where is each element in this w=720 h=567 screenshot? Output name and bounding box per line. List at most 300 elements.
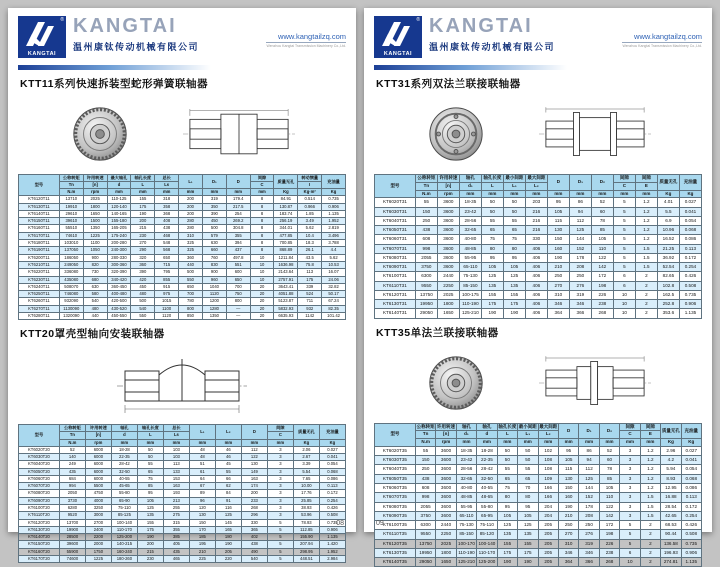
value-cell: 125 [497, 521, 517, 530]
value-cell: 91 [215, 497, 241, 504]
value-cell: 0.254 [679, 263, 701, 272]
column-header: C [620, 431, 640, 439]
value-cell: 166 [538, 493, 558, 502]
model-cell: KT6090T20 [19, 497, 60, 504]
catalog-page-right [364, 8, 712, 565]
value-cell: 915 [155, 283, 179, 290]
company-name: 温州康钛传动机械有限公司 [73, 42, 200, 52]
value-cell: 3 [267, 483, 293, 490]
value-cell: 0.906 [322, 203, 346, 210]
value-cell: 402 [241, 534, 267, 541]
value-cell: 204 [538, 502, 558, 511]
value-cell: 29050 [415, 309, 437, 318]
value-cell: 230 [137, 556, 163, 563]
value-cell: 142 [591, 263, 613, 272]
value-cell: 420 [131, 276, 155, 283]
value-cell: 4.4 [322, 247, 346, 254]
value-cell: 95 [547, 198, 569, 207]
value-cell: 360 [179, 254, 203, 261]
value-cell: 3 [620, 511, 640, 520]
value-cell: 0.426 [679, 272, 701, 281]
column-header: Kg [322, 189, 346, 196]
table-row [375, 521, 702, 530]
column-header: 总长 [163, 425, 189, 432]
value-cell: 8 [250, 196, 274, 203]
value-cell: 0.027 [681, 446, 701, 455]
column-header: 总长 [155, 175, 179, 182]
value-cell: 440 [83, 313, 107, 320]
value-cell: 50 [497, 446, 517, 455]
figures-ktt35 [374, 343, 702, 423]
value-cell: 9550 [415, 530, 435, 539]
value-cell: 420-500 [107, 298, 131, 305]
column-header: 轴孔 [111, 425, 137, 432]
value-cell: 213 [163, 497, 189, 504]
value-cell: 200 [179, 203, 203, 210]
column-header: mm [477, 439, 497, 447]
value-cell: 5 [613, 253, 635, 262]
value-cell: 2 [640, 548, 660, 557]
value-cell: 5 [620, 539, 640, 548]
value-cell: 998 [415, 244, 437, 253]
ktt31-spec-table [374, 174, 702, 319]
model-cell: KT6110T20 [19, 512, 60, 519]
value-cell: 800 [226, 298, 250, 305]
value-cell: 18.3 [298, 240, 322, 247]
value-cell: 2 [635, 300, 657, 309]
value-cell: 204 [538, 511, 558, 520]
value-cell: 2055 [415, 253, 437, 262]
value-cell: 0.086 [681, 484, 701, 493]
value-cell: 346 [558, 548, 578, 557]
value-cell: 230 [131, 232, 155, 239]
value-cell: 50 [503, 207, 525, 216]
table-row [19, 232, 346, 239]
value-cell: 94 [569, 207, 591, 216]
kangtai-logo [374, 16, 422, 58]
value-cell: 2250 [437, 281, 459, 290]
column-header: 间隙 [635, 175, 657, 183]
logo-wordmark: KANGTAI [383, 51, 413, 57]
value-cell: 18-35 [459, 198, 481, 207]
value-cell: 75-130 [459, 272, 481, 281]
value-cell: 40-55 [477, 484, 497, 493]
value-cell: 1211.84 [274, 254, 298, 261]
value-cell: 50 [137, 446, 163, 453]
website-subtext: Wenzhou Kangtai Transmission Machinery Co.,Ltd. [266, 44, 346, 48]
page-header [374, 16, 702, 62]
value-cell: 150 [415, 207, 437, 216]
value-cell: 163 [163, 483, 189, 490]
table-row [375, 216, 702, 225]
value-cell: 198 [599, 530, 619, 539]
value-cell: 74600 [59, 556, 85, 563]
value-cell: 4000 [85, 497, 111, 504]
table-row [19, 497, 346, 504]
value-cell: 110-190 [459, 300, 481, 309]
value-cell: 178 [579, 502, 599, 511]
column-header: rpm [437, 190, 459, 198]
value-cell: 20 [250, 298, 274, 305]
value-cell: 600 [226, 269, 250, 276]
value-cell: 1.5 [635, 263, 657, 272]
column-header: Kg [319, 439, 345, 446]
value-cell: 102 [538, 446, 558, 455]
value-cell: 220 [215, 556, 241, 563]
value-cell: 42.65 [661, 511, 681, 520]
section-title-ktt31: KTT31系列双法兰联接联轴器 [376, 78, 521, 90]
value-cell: 550 [131, 313, 155, 320]
table-row [19, 504, 346, 511]
value-cell: 249050 [59, 261, 83, 268]
value-cell: 3 [267, 446, 293, 453]
value-cell: 630 [83, 283, 107, 290]
value-cell: 200-280 [107, 240, 131, 247]
value-cell: 2.96 [661, 446, 681, 455]
value-cell: 55 [481, 216, 503, 225]
value-cell: 440 [179, 261, 203, 268]
header-divider-band [374, 65, 577, 70]
value-cell: 52 [59, 446, 85, 453]
value-cell: 551 [226, 261, 250, 268]
value-cell: 4.2 [661, 456, 681, 465]
value-cell: 55 [137, 461, 163, 468]
column-header: 型号 [375, 175, 416, 198]
value-cell: 684 [59, 475, 85, 482]
column-header: I [298, 182, 322, 189]
value-cell: 435080 [59, 276, 83, 283]
value-cell: 125-200 [477, 558, 497, 567]
column-header: 公称转矩 [59, 425, 85, 432]
value-cell: 450 [131, 283, 155, 290]
value-cell: 579 [202, 232, 226, 239]
table-row [19, 468, 346, 475]
value-cell: 7.65 [293, 475, 319, 482]
value-cell: 50 [481, 207, 503, 216]
table-row [375, 263, 702, 272]
value-cell: 238 [591, 300, 613, 309]
value-cell: 960 [202, 276, 226, 283]
table-row [375, 511, 702, 520]
value-cell: 52.54 [657, 263, 679, 272]
value-cell: 800 [179, 305, 203, 312]
model-cell: KT6080T20 [19, 490, 60, 497]
value-cell: 65-110 [459, 263, 481, 272]
value-cell: 216 [525, 226, 547, 235]
model-cell: KT6020T35 [375, 446, 416, 455]
value-cell: 2025 [83, 196, 107, 203]
value-cell: 3600 [437, 263, 459, 272]
value-cell: 1200 [202, 298, 226, 305]
value-cell: 508070 [59, 283, 83, 290]
value-cell: 8 [250, 247, 274, 254]
value-cell: 280 [179, 225, 203, 232]
value-cell: 125 [481, 272, 503, 281]
value-cell: — [226, 305, 250, 312]
value-cell: 110-170 [477, 548, 497, 557]
value-cell: 23-42 [459, 207, 481, 216]
column-header: C [250, 182, 274, 189]
value-cell: 276 [579, 530, 599, 539]
value-cell: 45-65 [111, 483, 137, 490]
model-cell: KT6020T31 [375, 198, 416, 207]
model-cell: KT6030T20 [19, 453, 60, 460]
value-cell: 135 [497, 530, 517, 539]
column-header: mm [481, 190, 503, 198]
value-cell: 280-330 [107, 254, 131, 261]
value-cell: 0.906 [679, 300, 701, 309]
page-number-left: 08 [336, 520, 344, 527]
column-header: D₁ [569, 175, 591, 191]
value-cell: 406 [525, 290, 547, 299]
column-header: Kg [293, 439, 319, 446]
value-cell: 1050 [83, 247, 107, 254]
website-url: www.kangtailzq.com [266, 32, 346, 43]
value-cell: 435 [163, 548, 189, 555]
value-cell: 1500 [83, 218, 107, 225]
value-cell: 3 [267, 512, 293, 519]
value-cell: 3 [620, 446, 640, 455]
value-cell: 820 [83, 261, 107, 268]
column-header: L₁ [189, 425, 215, 439]
column-header: mm [131, 189, 155, 196]
column-header: mm [569, 190, 591, 198]
value-cell: 2400 [85, 526, 111, 533]
table-row [375, 226, 702, 235]
value-cell: 67 [189, 483, 215, 490]
value-cell: 868.89 [274, 247, 298, 254]
table-row [375, 207, 702, 216]
value-cell: 3600 [437, 198, 459, 207]
value-cell: 2.67 [293, 453, 319, 460]
value-cell: 0.086 [679, 235, 701, 244]
value-cell: 78.93 [293, 519, 319, 526]
value-cell: 137050 [59, 247, 83, 254]
value-cell: 730 [83, 269, 107, 276]
value-cell: 80 [497, 493, 517, 502]
value-cell: 86 [569, 198, 591, 207]
value-cell: 110-125 [107, 196, 131, 203]
value-cell: 205 [538, 530, 558, 539]
kangtai-logo [18, 16, 66, 58]
value-cell: 6000 [85, 446, 111, 453]
value-cell: 438 [241, 541, 267, 548]
value-cell: 300-360 [107, 261, 131, 268]
value-cell: 160 [547, 244, 569, 253]
value-cell: 320-390 [107, 269, 131, 276]
value-cell: 20 [250, 283, 274, 290]
value-cell: 185 [189, 534, 215, 541]
table-row [19, 203, 346, 210]
column-header: 最大间距 [538, 423, 558, 431]
value-cell: 12.95 [661, 484, 681, 493]
value-cell: 55510 [59, 225, 83, 232]
column-header: mm [640, 439, 660, 447]
value-cell: 38.93 [293, 504, 319, 511]
value-cell: 175 [503, 300, 525, 309]
model-cell: KT6240T11 [19, 283, 60, 290]
header-divider-band [18, 65, 221, 70]
value-cell: 65-95 [477, 511, 497, 520]
value-cell: 346 [569, 300, 591, 309]
value-cell: 355 [163, 526, 189, 533]
value-cell: 55900 [59, 548, 85, 555]
value-cell: 85 [137, 483, 163, 490]
value-cell: 61 [189, 468, 215, 475]
column-header: [n] [83, 182, 107, 189]
value-cell: 75 [497, 484, 517, 493]
value-cell: 5 [267, 526, 293, 533]
table-row [19, 556, 346, 563]
value-cell: 112.85 [293, 526, 319, 533]
brand-text-block [73, 16, 199, 53]
value-cell: 28500 [59, 534, 85, 541]
value-cell: 437 [226, 247, 250, 254]
value-cell: 125 [518, 521, 538, 530]
value-cell: 3 [267, 504, 293, 511]
value-cell: 3600 [436, 502, 456, 511]
value-cell: 3 [620, 502, 640, 511]
value-cell: 175 [298, 276, 322, 283]
value-cell: 3750 [415, 511, 435, 520]
model-cell: KT6280T11 [19, 313, 60, 320]
column-header: Kg [681, 439, 701, 447]
value-cell: 180-260 [111, 556, 137, 563]
value-cell: 28-42 [477, 465, 497, 474]
column-header: 间隙 [640, 423, 660, 431]
value-cell: 48 [189, 446, 215, 453]
brand-name: KANGTAI [429, 15, 533, 37]
value-cell: 1650 [437, 309, 459, 318]
table-row [375, 281, 702, 290]
value-cell: 3643.41 [274, 283, 298, 290]
value-cell: 55-80 [111, 490, 137, 497]
table-row [19, 247, 346, 254]
column-header: rpm [85, 439, 111, 446]
column-header: mm [456, 439, 476, 447]
value-cell: 28.54 [661, 502, 681, 511]
section-title-ktt11: KTT11系列快速拆装型蛇形弹簧联轴器 [20, 78, 209, 90]
value-cell: 1.2 [635, 216, 657, 225]
value-cell: 350 [202, 203, 226, 210]
value-cell: 1100 [83, 240, 107, 247]
brand-text-block [429, 16, 555, 53]
figures-ktt20 [18, 344, 346, 424]
value-cell: 406 [525, 272, 547, 281]
value-cell: 10 [250, 261, 274, 268]
value-cell: 6000 [85, 475, 111, 482]
value-cell: 270 [547, 281, 569, 290]
column-header: 质量无孔 [661, 423, 681, 439]
value-cell: 500 [131, 298, 155, 305]
section-title-ktt20: KTT20罩壳型轴向安装联轴器 [20, 328, 165, 341]
value-cell: 60 [599, 456, 619, 465]
value-cell: 115 [558, 465, 578, 474]
table-row [19, 254, 346, 261]
value-cell: 140 [59, 453, 85, 460]
technical-drawing-ktt35 [539, 354, 651, 412]
value-cell: 105 [599, 484, 619, 493]
value-cell: 1.135 [679, 309, 701, 318]
value-cell: 95 [518, 502, 538, 511]
value-cell: 5.62 [298, 225, 322, 232]
value-cell: 100-170 [456, 539, 476, 548]
value-cell: 22-35 [111, 453, 137, 460]
value-cell: 274.81 [661, 558, 681, 567]
value-cell: 190 [547, 253, 569, 262]
model-cell: KT6130T31 [375, 300, 416, 309]
value-cell: 68.53 [661, 521, 681, 530]
value-cell: 3 [620, 474, 640, 483]
value-cell: 135 [503, 281, 525, 290]
value-cell: 190 [131, 210, 155, 217]
value-cell: 3600 [436, 493, 456, 502]
value-cell: 270 [558, 530, 578, 539]
column-header: d [107, 182, 131, 189]
value-cell: 6 [620, 548, 640, 557]
table-row [19, 446, 346, 453]
value-cell: 5 [620, 521, 640, 530]
column-header: mm [137, 439, 163, 446]
table-row [19, 461, 346, 468]
value-cell: 120-140 [107, 203, 131, 210]
value-cell: 1.5 [635, 244, 657, 253]
value-cell: 1350 [83, 225, 107, 232]
value-cell: 24.06 [322, 276, 346, 283]
value-cell: 2200 [85, 534, 111, 541]
value-cell: 28-42 [111, 461, 137, 468]
column-header: 充油量 [319, 425, 345, 439]
column-header: 轴孔长度 [137, 425, 163, 432]
value-cell: 5 [613, 226, 635, 235]
value-cell: 1800 [437, 300, 459, 309]
column-header: 公称转矩 [415, 423, 435, 431]
value-cell: 193 [163, 490, 189, 497]
model-cell: KT6040T31 [375, 216, 416, 225]
value-cell: 64 [189, 475, 215, 482]
value-cell: 1.2 [640, 446, 660, 455]
value-cell: 86 [579, 446, 599, 455]
table-row [375, 493, 702, 502]
value-cell: 101.42 [322, 313, 346, 320]
value-cell: 2000 [85, 541, 111, 548]
value-cell: 84.91 [274, 196, 298, 203]
value-cell: 1.135 [681, 558, 701, 567]
value-cell: 2050 [59, 490, 85, 497]
value-cell: 0.041 [319, 453, 345, 460]
column-header: 许用转速 [85, 425, 111, 432]
model-cell: KT6020T20 [19, 446, 60, 453]
value-cell: 0.172 [681, 502, 701, 511]
value-cell: 3600 [437, 253, 459, 262]
value-cell: 360-450 [107, 283, 131, 290]
column-header: mm [163, 439, 189, 446]
value-cell: 540 [131, 305, 155, 312]
column-header: 间隙 [267, 425, 293, 432]
value-cell: 0.054 [319, 461, 345, 468]
column-header: d [111, 432, 137, 439]
column-header: Ls [155, 182, 179, 189]
value-cell: 85-150 [456, 530, 476, 539]
column-header: C [267, 432, 293, 439]
value-cell: 175 [497, 548, 517, 557]
column-header: mm [497, 439, 517, 447]
column-header: 型号 [19, 425, 60, 446]
catalog-page-left [8, 8, 356, 562]
model-cell: KT6100T31 [375, 272, 416, 281]
model-cell: KT6060T20 [19, 475, 60, 482]
column-header: mm [503, 190, 525, 198]
